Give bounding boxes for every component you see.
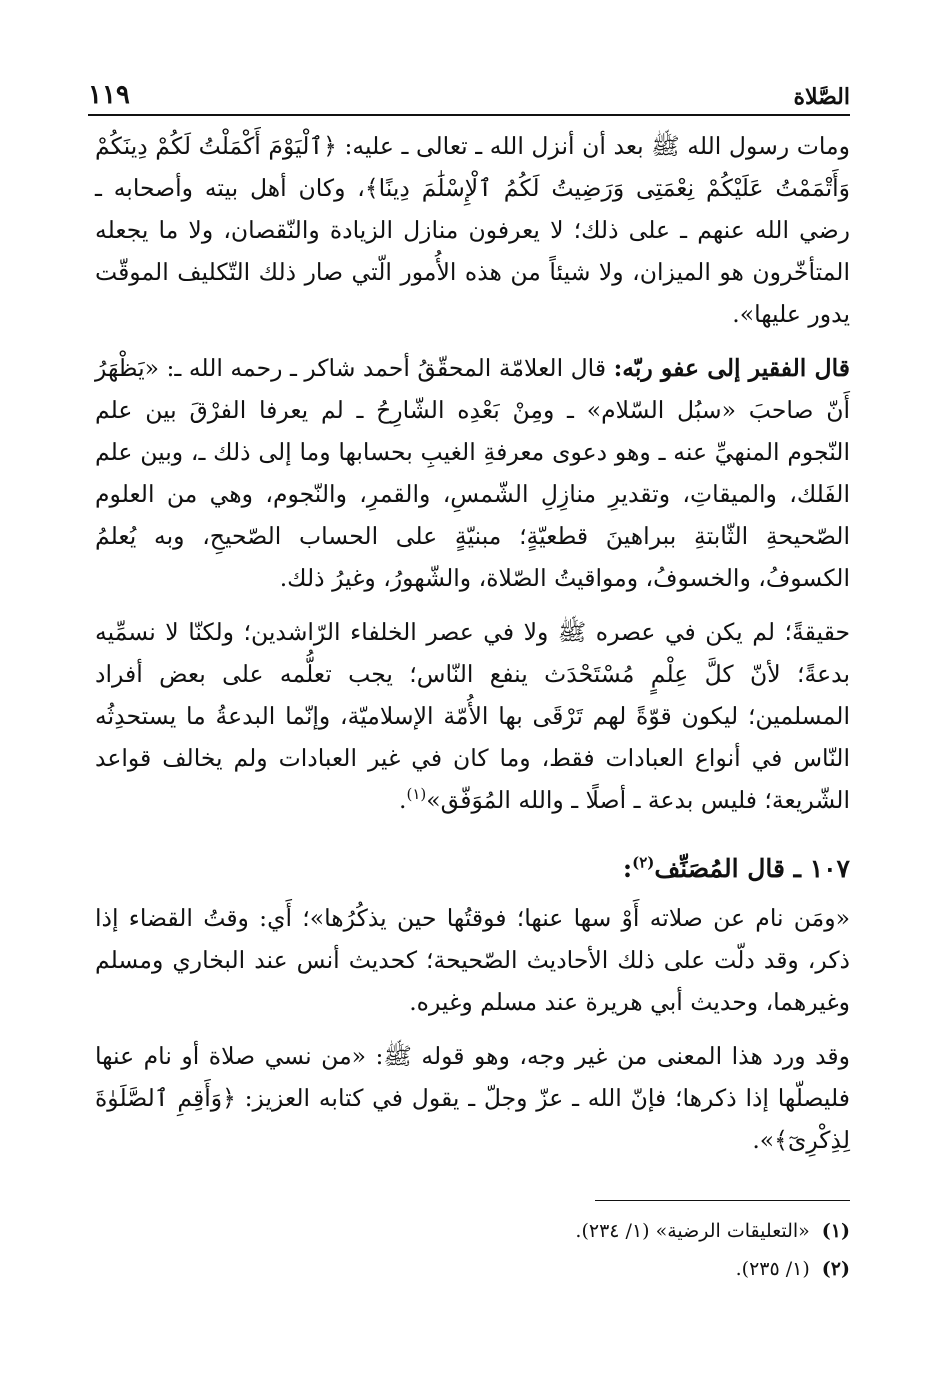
- footnote-2: [95, 1250, 850, 1288]
- main-text: [95, 125, 850, 1173]
- paragraph-3-end: .: [399, 786, 407, 814]
- section-paragraph-2-text: وقد ورد هذا المعنى من غير وجه، وهو قوله ﷺ: «من نسي صلاة أو نام عنها فليصلّها إذا ذكرها؛ فإنّ الله ـ عزّ وجلّ ـ يقول في كتابه العزيز: ﴿وَأَقِمِ ٱلصَّلَوٰةَ لِذِكْرِىٓ﴾».: [95, 1042, 850, 1154]
- section-paragraph-2: [95, 1035, 850, 1161]
- paragraph-1: [95, 125, 850, 335]
- section-heading-end: :: [622, 854, 633, 883]
- section-paragraph-1: [95, 897, 850, 1023]
- running-title: الصَّلاة: [793, 84, 850, 110]
- footnote-divider: [595, 1200, 850, 1201]
- section-heading: [95, 847, 850, 891]
- paragraph-2-lead: قال الفقير إلى عفو ربّه:: [613, 354, 850, 382]
- footnote-2-text: (١/ ٢٣٥).: [735, 1258, 810, 1280]
- paragraph-3: [95, 611, 850, 821]
- footnote-ref-2: (٢): [632, 853, 655, 872]
- footnote-1-number: (١): [821, 1220, 850, 1242]
- section-paragraph-1-text: «ومَن نام عن صلاته أَوْ سها عنها؛ فوقتُها حين يذكُرُها»؛ أَي: وقتُ القضاء إذا ذكر، وقد دلّت على ذلك الأحاديث الصّحيحة؛ كحديث أنس عند البخاري ومسلم وغيرهما، وحديث أبي هريرة عند مسلم وغيره.: [95, 904, 850, 1016]
- paragraph-2-text: قال العلامّة المحقّقُ أحمد شاكر ـ رحمه الله ـ: «يَظْهَرُ أَنّ صاحبَ «سبُل السّلام» ـ ومِنْ بَعْدِه الشّارِحُ ـ لم يعرفا الفرْقَ بين علم النّجوم المنهيِّ عنه ـ وهو دعوى معرفةِ الغيبِ بحسابها وما إلى ذلك ـ، وبين علم الفَلك، والميقاتِ، وتقديرِ منازِلِ الشّمسِ، والقمرِ، والنّجوم، وهي من العلوم الصّحيحةِ الثّابتةِ ببراهينَ قطعيّةٍ؛ مبنيّةٍ على الحساب الصّحيحِ، وبه يُعلمُ الكسوفُ، والخسوفُ، ومواقيتُ الصّلاة، والشّهورُ، وغيرُ ذلك.: [95, 354, 850, 592]
- section-heading-text: ١٠٧ ـ قال المُصَنِّف: [654, 854, 850, 883]
- footnote-1: [95, 1212, 850, 1250]
- page-number: ١١٩: [88, 80, 130, 110]
- page-header: [88, 70, 850, 116]
- footnotes: [95, 1212, 850, 1288]
- footnote-1-text: «التعليقات الرضية» (١/ ٢٣٤).: [575, 1220, 810, 1242]
- paragraph-1-text: ومات رسول الله ﷺ بعد أن أنزل الله ـ تعالى ـ عليه: ﴿ٱلْيَوْمَ أَكْمَلْتُ لَكُمْ دِينَكُمْ وَأَتْمَمْتُ عَلَيْكُمْ نِعْمَتِى وَرَضِيتُ لَكُمُ ٱلْإِسْلَٰمَ دِينًا﴾، وكان أهل بيته وأصحابه ـ رضي الله عنهم ـ على ذلك؛ لا يعرفون منازل الزيادة والنّقصان، ولا ما يجعله المتأخّرون هو الميزان، ولا شيئاً من هذه الأُمور الّتي صار ذلك التّكليف الموقّت يدور عليها».: [95, 132, 850, 328]
- paragraph-3-text: حقيقةً؛ لم يكن في عصره ﷺ ولا في عصر الخلفاء الرّاشدين؛ ولكنّا لا نسمِّيه بدعةً؛ لأنّ كلَّ عِلْمٍ مُسْتَحْدَث ينفع النّاس؛ يجب تعلُّمه على بعض أفراد المسلمين؛ ليكون قوّةً لهم تَرْقَى بها الأُمّة الإسلاميّة، وإنّما البدعةُ ما يستحدِثُه النّاس في أنواع العبادات فقط، وما كان في غير العبادات ولم يخالف قواعد الشّريعة؛ فليس بدعة ـ أصلًا ـ والله المُوَفّق»: [95, 618, 850, 814]
- footnote-2-number: (٢): [821, 1258, 850, 1280]
- footnote-ref-1: (١): [406, 785, 427, 804]
- paragraph-2: [95, 347, 850, 599]
